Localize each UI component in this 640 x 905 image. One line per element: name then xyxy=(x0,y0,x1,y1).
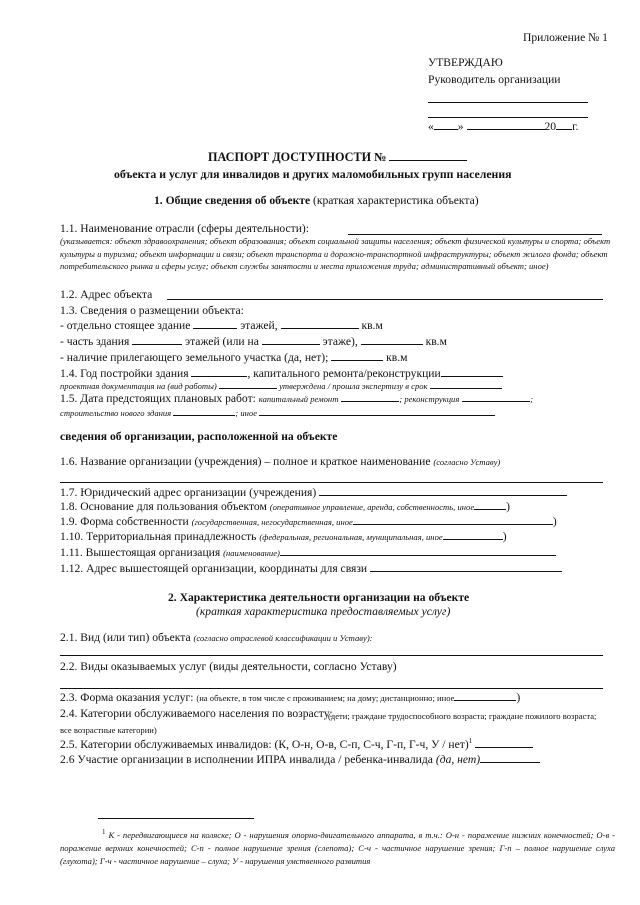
approve-role: Руководитель организации xyxy=(428,73,561,86)
item-1-12[interactable]: 1.12. Адрес вышестоящей организации, координаты для связи xyxy=(60,561,562,575)
appendix-label: Приложение № 1 xyxy=(523,31,608,44)
item-1-11[interactable]: 1.11. Вышестоящая организация (наименование) xyxy=(60,545,556,559)
item-2-6[interactable]: 2.6 Участие организации в исполнении ИПРА инвалида / ребенка-инвалида (да, нет) xyxy=(60,752,540,766)
item-1-3-land[interactable]: - наличие прилегающего земельного участка (да, нет); кв.м xyxy=(60,351,408,364)
footnote-separator xyxy=(98,818,254,819)
section1-heading: 1. Общие сведения об объекте (краткая характеристика объекта) xyxy=(154,194,479,207)
item-2-4: 2.4. Категории обслуживаемого населения по возрасту: xyxy=(60,707,333,720)
item-1-5[interactable]: 1.5. Дата предстоящих плановых работ: капитальный ремонт ; реконструкция ; xyxy=(60,392,534,405)
item-2-4-note: (дети; граждане трудоспособного возраста; граждане пожилого возраста; все возрастные категории) xyxy=(60,711,597,735)
item-1-3: 1.3. Сведения о размещении объекта: xyxy=(60,304,244,317)
item-1-1-note: (указывается: объект здравоохранения; объект образования; объект социальной защиты населения; объект физической культуры и спорта; объект культуры и туризма; объект информации и связи; объект транспорта и дорожно-транспортной инфраструктуры; объект жилого фонда; объект потребительского рынка и сферы услуг; объект службы занятости и места приложения труда; административный объект; иное) xyxy=(60,236,611,272)
approve-date[interactable]: « » 20 г. xyxy=(428,120,579,133)
org-heading: сведения об организации, расположенной на объекте xyxy=(60,430,338,443)
item-1-8[interactable]: 1.8. Основание для пользования объектом (оперативное управление, аренда, собственность, иное ) xyxy=(60,500,511,513)
name-line[interactable] xyxy=(428,117,588,118)
approve-title: УТВЕРЖДАЮ xyxy=(428,56,503,69)
passport-title: ПАСПОРТ ДОСТУПНОСТИ № xyxy=(208,150,467,165)
item-1-4[interactable]: 1.4. Год постройки здания , капитального ремонта/реконструкции xyxy=(60,366,503,380)
item-1-1: 1.1. Наименование отрасли (сферы деятельности): xyxy=(60,222,309,235)
item-1-6-field[interactable] xyxy=(60,482,603,483)
section2-heading: 2. Характеристика деятельности организации на объекте xyxy=(168,591,470,604)
footnote: $^1$ К - передвигающиеся на коляске; О - нарушения опорно-двигательного аппарата, в т.ч.: О-н - поражение нижних конечностей; О-в - поражение верхних конечностей; С-п - полное нарушение зрения (слепота); С-ч - частичное нарушение зрения; Г-п – полное нарушение слуха (глухота); Г-ч - частичное нарушение – слуха; У - нарушения умственного развития xyxy=(60,828,615,866)
item-1-3-standalone[interactable]: - отдельно стоящее здание этажей, кв.м xyxy=(60,319,383,332)
item-2-5[interactable]: 2.5. Категории обслуживаемых инвалидов: (К, О-н, О-в, С-п, С-ч, Г-п, Г-ч, У / нет)$^1$ xyxy=(60,737,533,751)
item-1-9[interactable]: 1.9. Форма собственности (государственная, негосударственная, иное ) xyxy=(60,515,557,528)
item-2-3[interactable]: 2.3. Форма оказания услуг: (на объекте, в том числе с проживанием; на дому; дистанционно; иное ) xyxy=(60,691,521,704)
item-2-2: 2.2. Виды оказываемых услуг (виды деятельности, согласно Уставу) xyxy=(60,660,397,673)
item-2-1: 2.1. Вид (или тип) объекта (согласно отраслевой классификации и Уставу): xyxy=(60,631,373,644)
section2-subheading: (краткая характеристика предоставляемых услуг) xyxy=(196,605,451,618)
item-2-1-field[interactable] xyxy=(60,655,603,656)
item-1-10[interactable]: 1.10. Территориальная принадлежность (федеральная, региональная, муниципальная, иное ) xyxy=(60,530,507,543)
signature-line[interactable] xyxy=(428,102,588,103)
item-1-5-note[interactable]: строительство нового здания ; иное xyxy=(60,407,495,418)
item-1-2: 1.2. Адрес объекта xyxy=(60,288,153,301)
item-1-4-note[interactable]: проектная документация на (вид работы) утверждена / прошла экспертизу в срок xyxy=(60,380,502,391)
item-1-2-field[interactable] xyxy=(167,299,603,300)
passport-subtitle: объекта и услуг для инвалидов и других маломобильных групп населения xyxy=(114,167,512,181)
item-1-3-part[interactable]: - часть здания этажей (или на этаже), кв.м xyxy=(60,335,447,348)
item-2-2-field[interactable] xyxy=(60,688,603,689)
item-1-6: 1.6. Название организации (учреждения) – полное и краткое наименование (согласно Уставу) xyxy=(60,455,501,468)
item-1-7[interactable]: 1.7. Юридический адрес организации (учреждения) xyxy=(60,485,567,499)
